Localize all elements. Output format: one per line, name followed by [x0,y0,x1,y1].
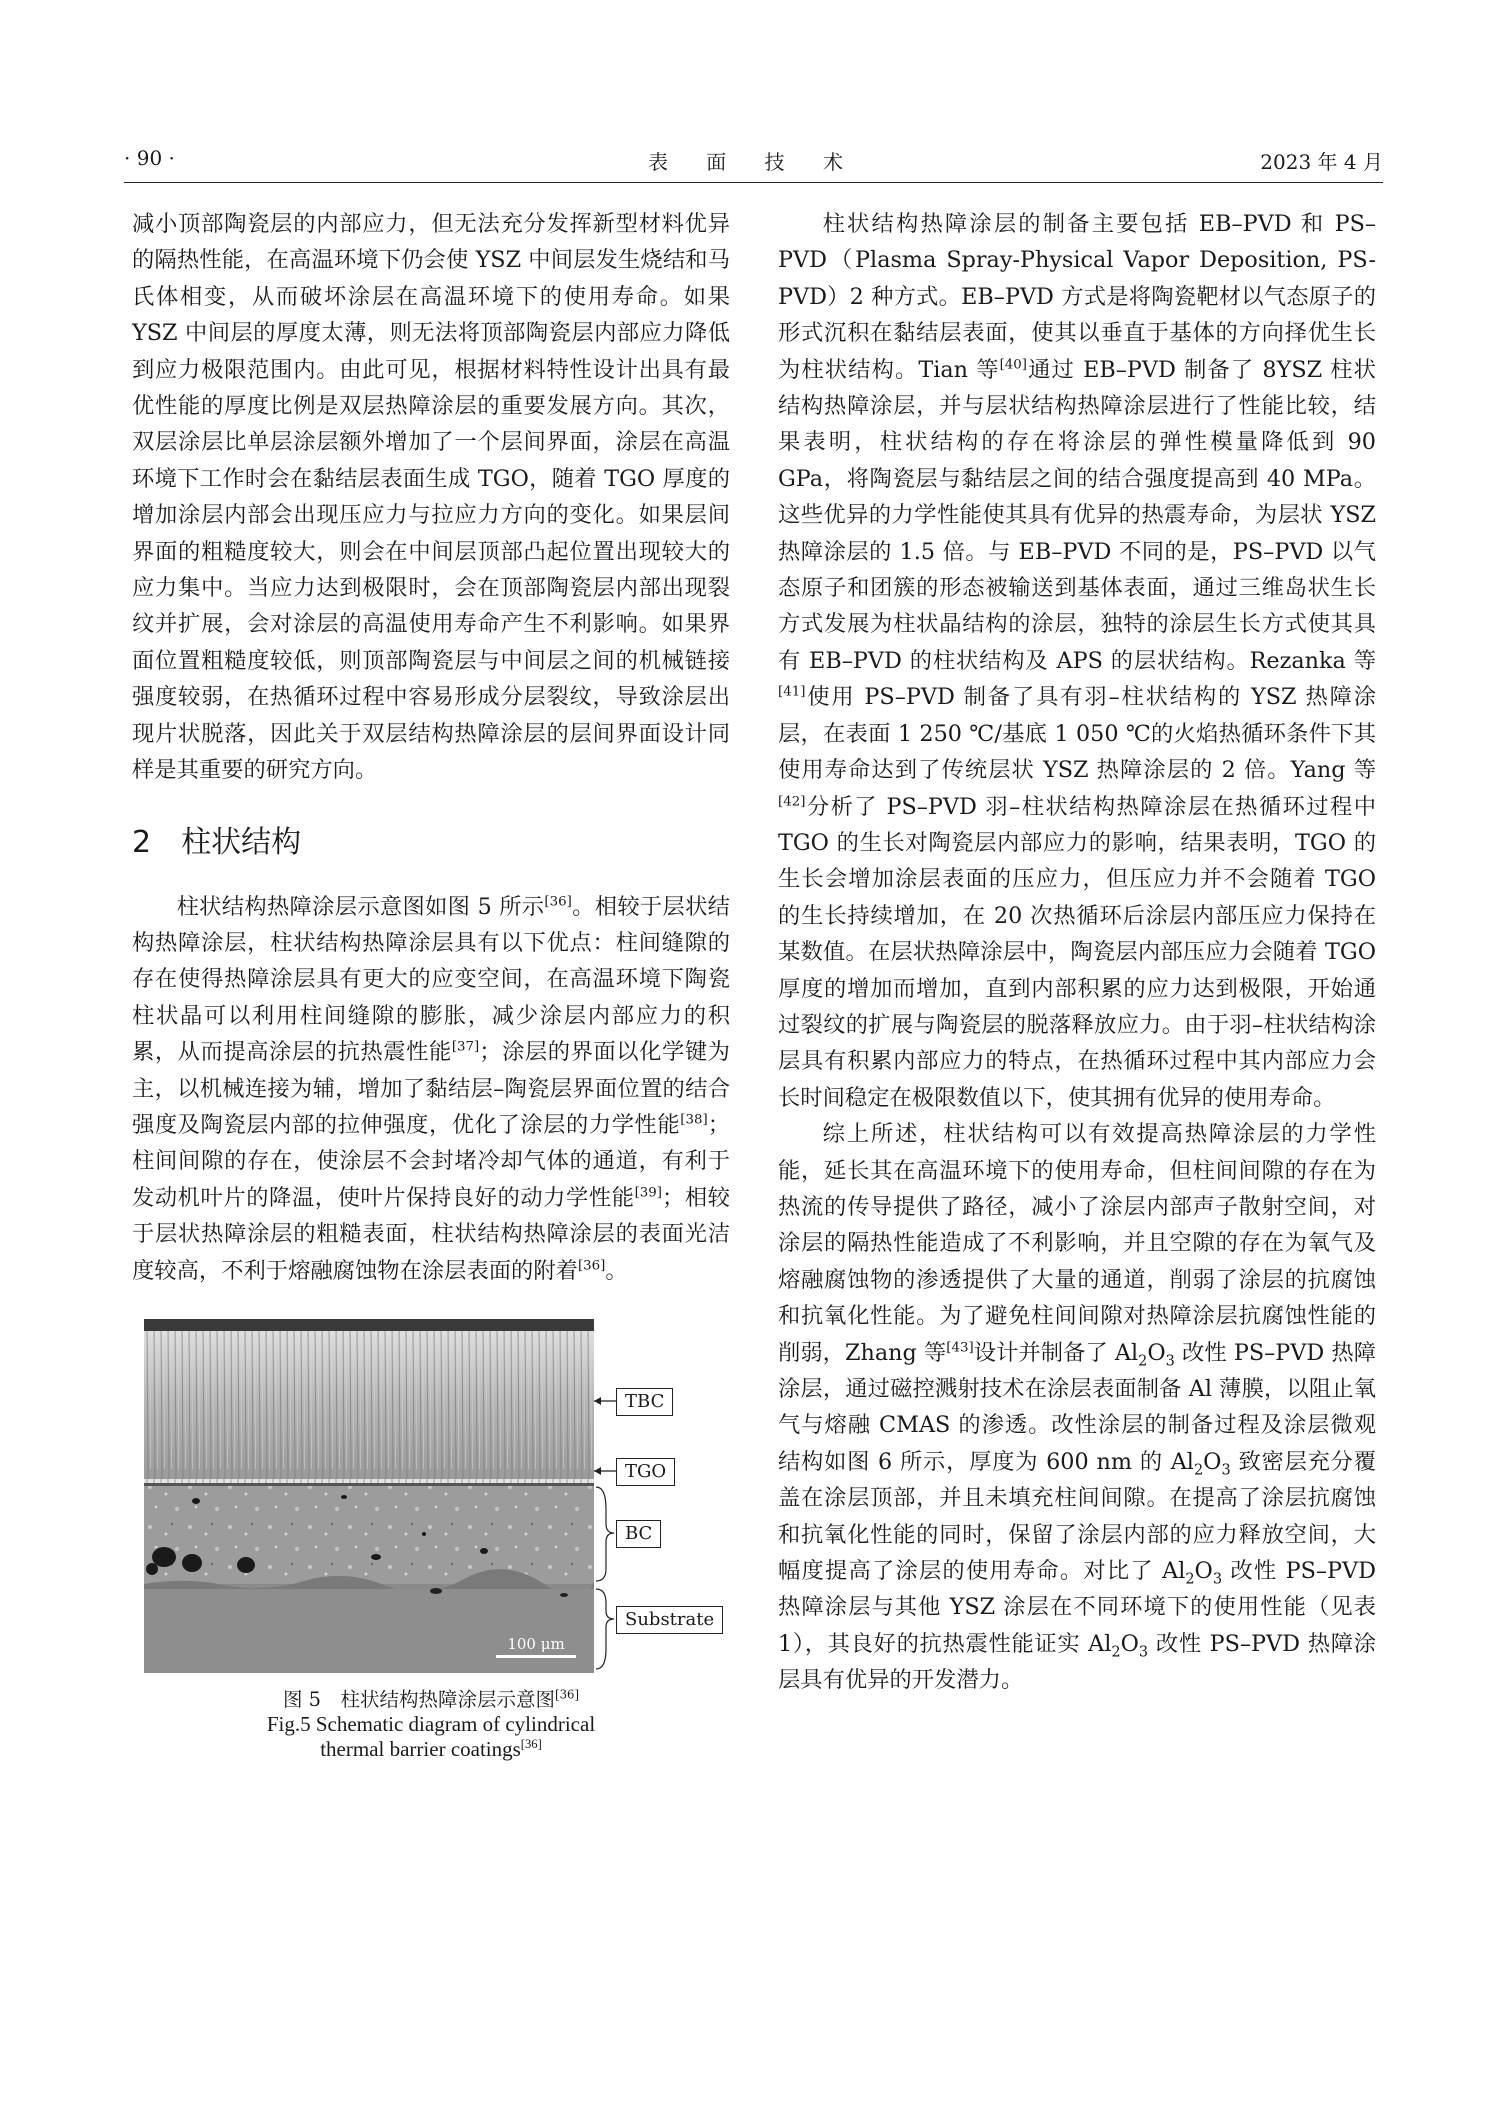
caption-english-line1: Fig.5 Schematic diagram of cylindrical [266,1711,596,1736]
text-run: O [1147,1339,1166,1366]
figure-5 [132,1319,730,1673]
scale-bar-line [496,1655,576,1658]
citation: [36] [520,1736,542,1751]
text-run: 改性 PS–PVD 热障涂层具有优异的开发潜力。 [778,1630,1377,1694]
sem-micrograph [144,1319,594,1673]
text-run: 。 [605,1257,628,1284]
caption-chinese [132,1687,730,1712]
paragraph-summary [778,1116,1376,1699]
label-bc: BC [616,1520,661,1548]
paragraph-preparation-methods [778,206,1376,1116]
text-run: 通过 EB–PVD 制备了 8YSZ 柱状结构热障涂层，并与层状结构热障涂层进行了性能比较，结果表明，柱状结构的存在将涂层的弹性模量降低到 90 GPa，将陶瓷层与黏结层之间的结合强度提高到 40 MPa。这些优异的力学性能使其具有优异的热震寿命，为层状 YSZ 热障涂层的 1.5 倍。与 EB–PVD 不同的是，PS–PVD 以气态原子和团簇的形态被输送到基体表面，通过三维岛状生长方式发展为柱状晶结构的涂层，独特的涂层生长方式使其具有 EB–PVD 的柱状结构及 APS 的层状结构。Rezanka 等 [778,356,1376,674]
text-run: 柱状结构热障涂层示意图如图 5 所示 [176,893,545,920]
text-run: 设计并制备了 Al [973,1339,1139,1366]
scale-bar-label: 100 μm [507,1634,565,1653]
paragraph-continued: 减小顶部陶瓷层的内部应力，但无法充分发挥新型材料优异的隔热性能，在高温环境下仍会使 YSZ 中间层发生烧结和马氏体相变，从而破坏涂层在高温环境下的使用寿命。如果 YSZ 中间层的厚度太薄，则无法将顶部陶瓷层内部应力降低到应力极限范围内。由此可见，根据材料特性设计出具有最优性能的厚度比例是双层热障涂层的重要发展方向。其次，双层涂层比单层涂层额外增加了一个层间界面，涂层在高温环境下工作时会在黏结层表面生成 TGO，随着 TGO 厚度的增加涂层内部会出现压应力与拉应力方向的变化。如果层间界面的粗糙度较大，则会在中间层顶部凸起位置出现较大的应力集中。当应力达到极限时，会在顶部陶瓷层内部出现裂纹并扩展，会对涂层的高温使用寿命产生不利影响。如果界面位置粗糙度较低，则顶部陶瓷层与中间层之间的机械链接强度较弱，在热循环过程中容易形成分层裂纹，导致涂层出现片状脱落，因此关于双层结构热障涂层的层间界面设计同样是其重要的研究方向。 [132,211,730,784]
section-number: 2 [132,824,152,860]
subscript: 2 [1193,1462,1204,1479]
text-run: 柱状结构热障涂层的制备主要包括 EB–PVD 和 PS–PVD（Plasma Spray-Physical Vapor Deposition, PS-PVD）2 种方式。EB–PVD 方式是将陶瓷靶材以气态原子的形式沉积在黏结层表面，使其以垂直于基体的方向择优生长为柱状结构。Tian 等 [778,211,1376,383]
right-column [778,206,1376,1699]
header-rule [124,182,1383,183]
citation: [36] [577,1258,606,1274]
citation: [36] [555,1687,580,1702]
text-run: O [1120,1630,1139,1657]
citation: [38] [680,1112,708,1128]
substrate-layer [144,1589,594,1673]
text-run: O [1203,1448,1222,1475]
bc-layer [144,1486,594,1584]
text-run: 分析了 PS–PVD 羽–柱状结构热障涂层在热循环过程中 TGO 的生长对陶瓷层内部应力的影响，结果表明，TGO 的生长会增加涂层表面的压应力，但压应力并不会随着 TGO 的生长持续增加，在 20 次热循环后涂层内部压应力保持在某数值。在层状热障涂层中，陶瓷层内部压应力会随着 TGO 厚度的增加而增加，直到内部积累的应力达到极限，开始通过裂纹的扩展与陶瓷层的脱落释放应力。由于羽–柱状结构涂层具有积累内部应力的特点，在热循环过程中其内部应力会长时间稳定在极限数值以下，使其拥有优异的使用寿命。 [778,793,1376,1111]
subscript: 2 [1111,1644,1121,1661]
citation: [42] [778,794,806,810]
label-substrate: Substrate [616,1606,723,1634]
subscript: 2 [1185,1571,1195,1588]
running-header [124,146,1383,180]
caption-cn-text: 图 5 柱状结构热障涂层示意图 [282,1687,556,1711]
text-run: ；涂层的界面以化学键为主，以机械连接为辅，增加了黏结层–陶瓷层界面位置的结合强度及陶瓷层内部的拉伸强度，优化了涂层的力学性能 [132,1039,730,1138]
section-heading [132,823,730,863]
citation: [43] [946,1340,974,1356]
text-run: ；相较于层状热障涂层的粗糙表面，柱状结构热障涂层的表面光洁度较高，不利于熔融腐蚀物在涂层表面的附着 [132,1184,730,1284]
tgo-layer [144,1483,594,1486]
issue-date: 2023 年 4 月 [1260,150,1383,174]
subscript: 3 [1221,1462,1231,1479]
paragraph-columnar-advantages [132,889,730,1289]
citation: [37] [451,1039,480,1055]
micrograph-image [144,1319,594,1673]
journal-title: 表 面 技 术 [647,150,860,174]
subscript: 3 [1138,1644,1149,1661]
citation: [39] [634,1185,662,1201]
citation: [41] [778,684,806,700]
subscript: 3 [1165,1353,1175,1370]
text-run: O [1194,1558,1213,1585]
figure-labels [594,1319,730,1673]
page-number: · 90 · [124,146,175,170]
mount-edge [144,1319,594,1331]
text-run: 致密层充分覆盖在涂层顶部，并且未填充柱间间隙。在提高了涂层抗腐蚀和抗氧化性能的同时，保留了涂层内部的应力释放空间，大幅度提高了涂层的使用寿命。对比了 Al [778,1448,1376,1585]
label-tgo: TGO [616,1458,675,1486]
tbc-layer [144,1331,594,1483]
section-title: 柱状结构 [181,824,302,860]
caption-english-line2 [132,1737,730,1762]
text-run: 改性 PS–PVD 热障涂层与其他 YSZ 涂层在不同环境下的使用性能（见表 1），其良好的抗热震性能证实 Al [778,1558,1376,1657]
subscript: 2 [1138,1353,1148,1370]
text-run: ；柱间间隙的存在，使涂层不会封堵冷却气体的通道，有利于发动机叶片的降温，使叶片保持良好的动力学性能 [132,1111,730,1211]
label-tbc: TBC [616,1388,673,1416]
text-run: 改性 PS–PVD 热障涂层，通过磁控溅射技术在涂层表面制备 Al 薄膜，以阻止氧气与熔融 CMAS 的渗透。改性涂层的制备过程及涂层微观结构如图 6 所示，厚度为 600 nm 的 Al [778,1339,1377,1475]
text-run: 。相较于层状结构热障涂层，柱状结构热障涂层具有以下优点：柱间缝隙的存在使得热障涂层具有更大的应变空间，在高温环境下陶瓷柱状晶可以利用柱间缝隙的膨胀，减少涂层内部应力的积累，从而提高涂层的抗热震性能 [132,893,730,1066]
text-run: 使用 PS–PVD 制备了具有羽–柱状结构的 YSZ 热障涂层，在表面 1 250 ℃/基底 1 050 ℃的火焰热循环条件下其使用寿命达到了传统层状 YSZ 热障涂层的 2 倍。Yang 等 [778,684,1376,784]
subscript: 3 [1212,1571,1223,1588]
left-column [132,206,730,1762]
figure-caption [132,1687,730,1762]
citation: [40] [999,357,1028,373]
text-run: 综上所述，柱状结构可以有效提高热障涂层的力学性能，延长其在高温环境下的使用寿命，但柱间间隙的存在为热流的传导提供了路径，减小了涂层内部声子散射空间，对涂层的隔热性能造成了不利影响，并且空隙的存在为氧气及熔融腐蚀物的渗透提供了大量的通道，削弱了涂层的抗腐蚀和抗氧化性能。为了避免柱间间隙对热障涂层抗腐蚀性能的削弱，Zhang 等 [778,1121,1376,1366]
citation: [36] [544,894,572,910]
caption-en-text: thermal barrier coatings [320,1736,521,1761]
